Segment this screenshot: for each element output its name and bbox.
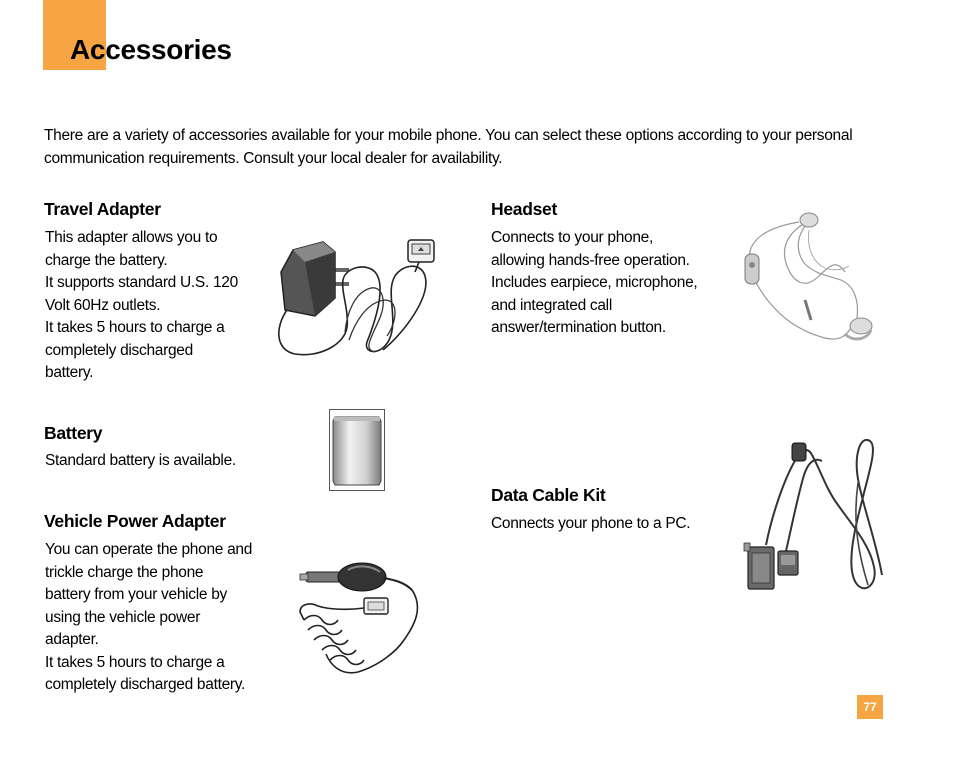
travel-adapter-heading: Travel Adapter [44, 199, 161, 219]
travel-adapter-text: This adapter allows you to charge the battery. It supports standard U.S. 120 Volt 60Hz outlets. It takes 5 hours to charge a completely discharged battery. [45, 229, 238, 381]
vehicle-power-adapter-text: You can operate the phone and trickle charge the phone battery from your vehicle by using the vehicle power adapter. It takes 5 hours to charge a completely discharged battery. [45, 541, 253, 693]
battery-heading: Battery [44, 423, 103, 443]
headset-icon [745, 210, 875, 345]
headset-text: Connects to your phone, allowing hands-free operation. Includes earpiece, microphone, and integrated call answer/termination button. [491, 229, 698, 336]
data-cable-kit-heading: Data Cable Kit [491, 485, 606, 505]
battery-text: Standard battery is available. [45, 452, 236, 469]
data-cable-icon [742, 435, 890, 595]
headset-heading: Headset [491, 199, 557, 219]
vehicle-power-adapter-heading: Vehicle Power Adapter [44, 511, 226, 531]
travel-adapter-icon [275, 232, 440, 364]
page-number-badge: 77 [857, 695, 883, 719]
vehicle-adapter-icon [300, 560, 428, 680]
battery-icon [329, 409, 385, 491]
intro-paragraph: There are a variety of accessories available for your mobile phone. You can select these options according to your personal communication requirements. Consult your local dealer for availability. [44, 127, 853, 167]
data-cable-kit-text: Connects your phone to a PC. [491, 515, 691, 532]
page-title: Accessories [70, 34, 232, 65]
